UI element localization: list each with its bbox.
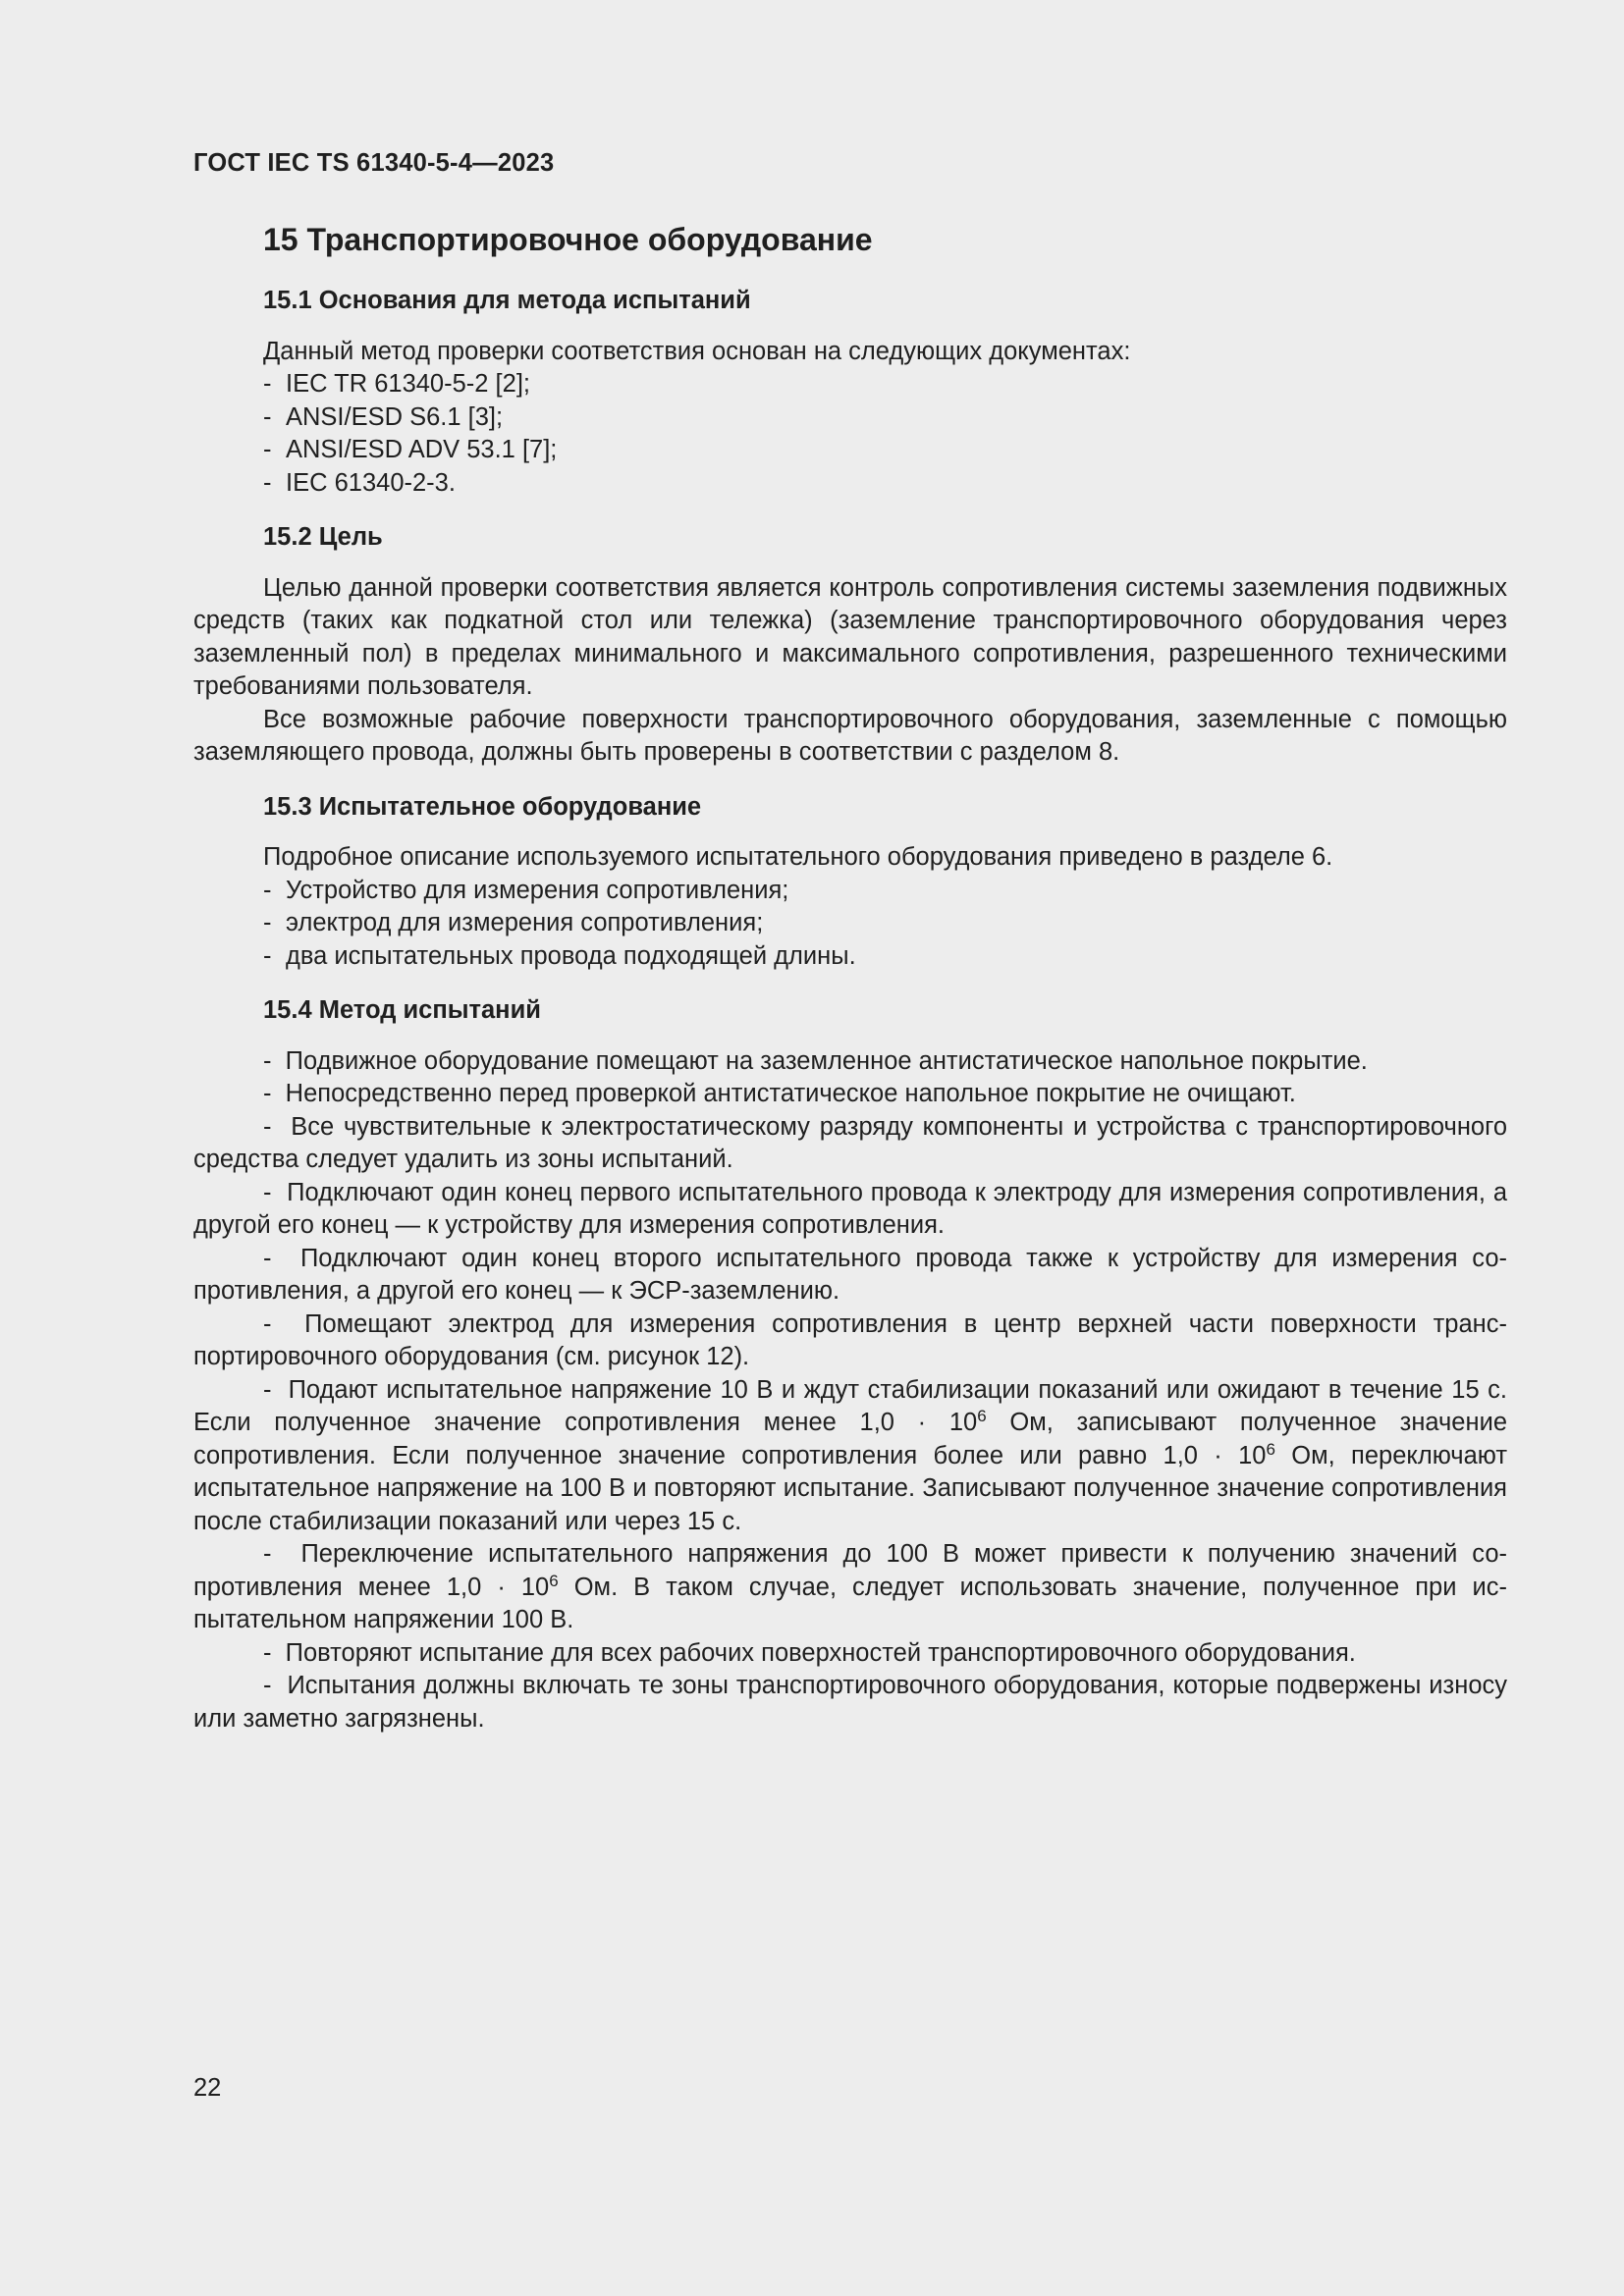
standard-header: ГОСТ IEC TS 61340-5-4—2023 <box>193 149 555 177</box>
list-item <box>263 368 1507 401</box>
list-dash: - <box>263 1046 272 1075</box>
method-step-voltage <box>193 1374 1507 1539</box>
list-item-text: Устройство для измерения сопротивления; <box>286 876 789 904</box>
method-step <box>193 1308 1507 1374</box>
list-dash: - <box>263 941 272 970</box>
list-dash: - <box>263 1244 272 1272</box>
method-block <box>193 1045 1507 1736</box>
purpose-block <box>193 572 1507 770</box>
subsection-title-15-3: 15.3 Испытательное оборудование <box>263 792 702 821</box>
list-dash: - <box>263 1375 272 1404</box>
method-step-text: Испытания должны включать те зоны транспортировочного оборудования, которые подвержены износу или заметно загрязнены. <box>193 1672 1507 1733</box>
purpose-paragraph-1: Целью данной проверки соответствия является контроль сопротивления системы заземления подвижных средств (таких как подкатной стол или тележка) (заземление транспортировочного оборудования через заземленный пол) в пределах минимального и максимального сопротивления, разрешенного техническими требованиями пользователя. <box>193 573 1507 700</box>
method-step-text: Подключают один конец второго испытательного провода также к устройству для измерения сопротивления, а другой его конец — к ЭСР-заземлению. <box>193 1244 1507 1305</box>
method-step-text: Ом. В таком случае, следует использовать значение, полученное при испытательном напряжении 100 В. <box>193 1573 1507 1633</box>
list-dash: - <box>263 876 272 904</box>
method-step <box>193 1177 1507 1243</box>
method-step <box>193 1670 1507 1735</box>
list-dash: - <box>263 1112 272 1141</box>
method-step <box>193 1637 1507 1671</box>
purpose-paragraph-2: Все возможные рабочие поверхности транспортировочного оборудования, заземленные с помощью заземляющего провода, должны быть проверены в соответствии с разделом 8. <box>193 705 1507 766</box>
page-content <box>193 220 1507 1757</box>
method-step-text: Ом, переключают испытательное напряжение на 100 В и повторяют испытание. Записывают полученное значение сопротивления после стабилизации показаний или через 15 с. <box>193 1441 1508 1535</box>
list-item-text: электрод для измерения сопротивления; <box>286 909 764 936</box>
list-item <box>263 467 1507 501</box>
equipment-block <box>193 841 1507 973</box>
method-step-text: Непосредственно перед проверкой антистатическое напольное покрытие не очищают. <box>285 1080 1296 1107</box>
list-dash: - <box>263 468 272 497</box>
list-dash: - <box>263 370 272 398</box>
list-dash: - <box>263 1309 272 1338</box>
list-dash: - <box>263 1672 272 1699</box>
list-dash: - <box>263 436 272 463</box>
method-step-text: Подключают один конец первого испытательного провода к электроду для измерения сопротивления, а другой его конец — к устройству для измерения сопротивления. <box>193 1178 1507 1239</box>
method-step-text: Помещают электрод для измерения сопротивления в центр верхней части поверхности транспортировочного оборудования (см. рисунок 12). <box>193 1309 1507 1370</box>
list-item <box>263 434 1507 467</box>
subsection-title-15-2: 15.2 Цель <box>263 523 383 551</box>
list-item <box>263 875 1507 908</box>
subsection-title-15-4: 15.4 Метод испытаний <box>263 996 541 1024</box>
method-step-text: Переключение испытательного напряжения до 100 В может привести к получению значений сопротивления менее 1,0 · 10 <box>193 1540 1508 1601</box>
list-item-text: ANSI/ESD S6.1 [3]; <box>286 402 504 431</box>
exponent: 6 <box>1266 1439 1275 1459</box>
list-item <box>263 401 1507 435</box>
method-step-text: Ом, записывают полученное значение сопротивления. Если полученное значение сопротивления более или равно 1,0 · 10 <box>193 1409 1508 1469</box>
exponent: 6 <box>977 1407 987 1425</box>
list-dash: - <box>263 909 272 936</box>
method-step-text: Повторяют испытание для всех рабочих поверхностей транспортировочного оборудования. <box>285 1638 1356 1667</box>
page-number: 22 <box>193 2074 222 2102</box>
list-item-text: два испытательных провода подходящей длины. <box>286 941 856 970</box>
list-dash: - <box>263 1178 272 1206</box>
list-item-text: ANSI/ESD ADV 53.1 [7]; <box>286 436 558 463</box>
equipment-intro: Подробное описание используемого испытательного оборудования приведено в разделе 6. <box>263 843 1333 871</box>
method-step <box>193 1243 1507 1308</box>
basis-intro: Данный метод проверки соответствия основан на следующих документах: <box>263 337 1131 365</box>
list-item-text: IEC 61340-2-3. <box>286 468 456 497</box>
list-item <box>263 907 1507 940</box>
list-item-text: IEC TR 61340-5-2 [2]; <box>286 370 530 398</box>
method-step-text: Подвижное оборудование помещают на заземленное антистатическое напольное покрытие. <box>285 1046 1368 1075</box>
method-step <box>193 1111 1507 1177</box>
exponent: 6 <box>549 1571 559 1590</box>
list-dash: - <box>263 1540 272 1568</box>
subsection-title-15-1: 15.1 Основания для метода испытаний <box>263 287 751 314</box>
basis-block <box>193 336 1507 501</box>
section-title: 15 Транспортировочное оборудование <box>263 222 873 257</box>
method-step-text: Подают испытательное напряжение 10 В и ждут стабилизации показаний или ожидают в течение 15 с. Если полученное значение сопротивления менее 1,0 · 10 <box>193 1375 1507 1436</box>
method-step-switch <box>193 1538 1507 1637</box>
method-step <box>193 1045 1507 1079</box>
list-item <box>263 940 1507 974</box>
list-dash: - <box>263 402 272 431</box>
list-dash: - <box>263 1638 272 1667</box>
method-step <box>193 1078 1507 1111</box>
list-dash: - <box>263 1080 272 1107</box>
method-step-text: Все чувствительные к электростатическому разряду компоненты и устройства с транспортировочного средства следует удалить из зоны испытаний. <box>193 1112 1508 1173</box>
